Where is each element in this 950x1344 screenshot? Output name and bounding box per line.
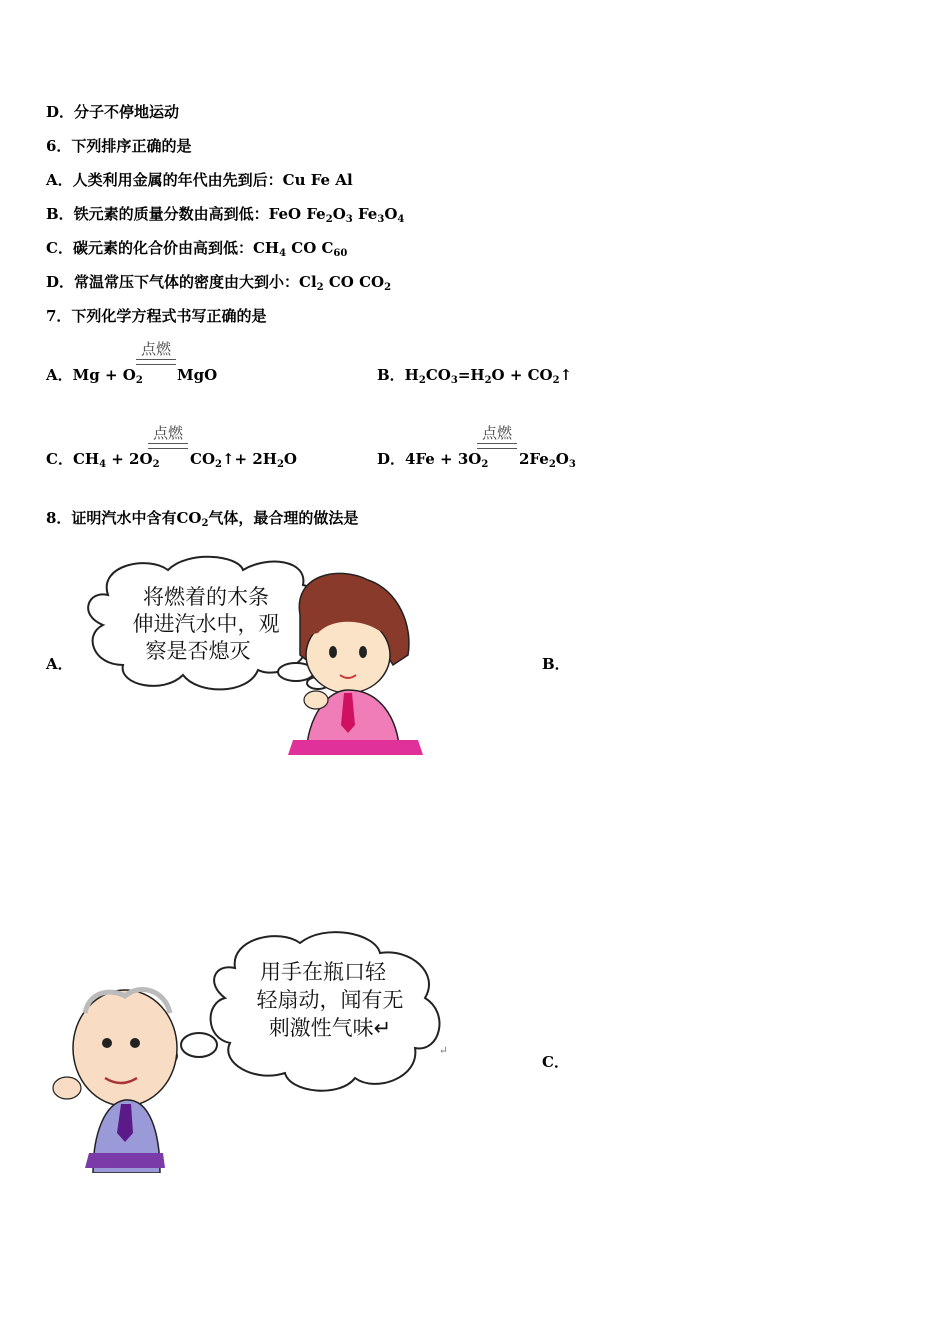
- q7-option-b: B．$H_2CO_3=H_2O$ + $CO_2↑$: [377, 366, 573, 386]
- return-mark: ↵: [438, 1044, 448, 1057]
- q7-option-a-product: MgO: [177, 366, 218, 384]
- girl-figure: [288, 573, 423, 755]
- q7-option-c-reactants: C．$CH_4 + 2O_2$: [46, 450, 160, 470]
- q7-option-d-products: $2Fe_2O_3$: [519, 450, 576, 470]
- q6-option-c: C．碳元素的化合价由高到低：$CH_4$ CO $C_{60}$: [46, 239, 348, 259]
- q6-stem: 6．下列排序正确的是: [46, 137, 192, 155]
- q6-option-d: D．常温常压下气体的密度由大到小：$Cl_2$ CO $CO_2$: [46, 273, 392, 293]
- q7-option-c-condition: 点燃: [152, 424, 183, 442]
- q7-option-d-condition: 点燃: [481, 424, 512, 442]
- bubble-b-line-1: 用手在瓶口轻: [260, 960, 386, 984]
- old-man-figure: [53, 990, 177, 1173]
- q7-option-a-reactants: A．$Mg + O_2$: [46, 366, 143, 386]
- q7-option-a-condition: 点燃: [140, 340, 171, 358]
- bubble-b-line-3: 刺激性气味↵: [268, 1016, 392, 1040]
- q6-option-a: A．人类利用金属的年代由先到后：Cu Fe Al: [46, 171, 353, 189]
- bubble-a-line-1: 将燃着的木条: [143, 585, 269, 609]
- q7-option-d-reactants: D．$4Fe + 3O_2$: [377, 450, 489, 470]
- q7-option-c-products: $CO_2↑+ 2H_2O$: [190, 450, 297, 470]
- q8-stem: 8．证明汽水中含有$CO_2$气体，最合理的做法是: [46, 509, 359, 529]
- bubble-a-line-2: 伸进汽水中，观: [132, 612, 280, 636]
- q7-option-d-equals-sign: [477, 443, 517, 449]
- q5-option-d: D．分子不停地运动: [46, 103, 180, 121]
- q6-option-b: B．铁元素的质量分数由高到低：FeO $Fe_2O_3$ $Fe_3O_4$: [46, 205, 405, 225]
- q8-label-b: B．: [542, 655, 570, 673]
- q8-label-c: C．: [542, 1053, 569, 1071]
- q7-option-a-equals-sign: [136, 359, 176, 365]
- girl-thought-illustration: [78, 555, 430, 755]
- q8-label-a: A．: [46, 655, 73, 673]
- bubble-b-line-2: 轻扇动，闻有无: [256, 988, 404, 1012]
- bubble-a-line-3: 察是否熄灭: [145, 639, 251, 663]
- q7-stem: 7．下列化学方程式书写正确的是: [46, 307, 267, 325]
- man-thought-illustration: [45, 928, 450, 1173]
- q7-option-c-equals-sign: [148, 443, 188, 449]
